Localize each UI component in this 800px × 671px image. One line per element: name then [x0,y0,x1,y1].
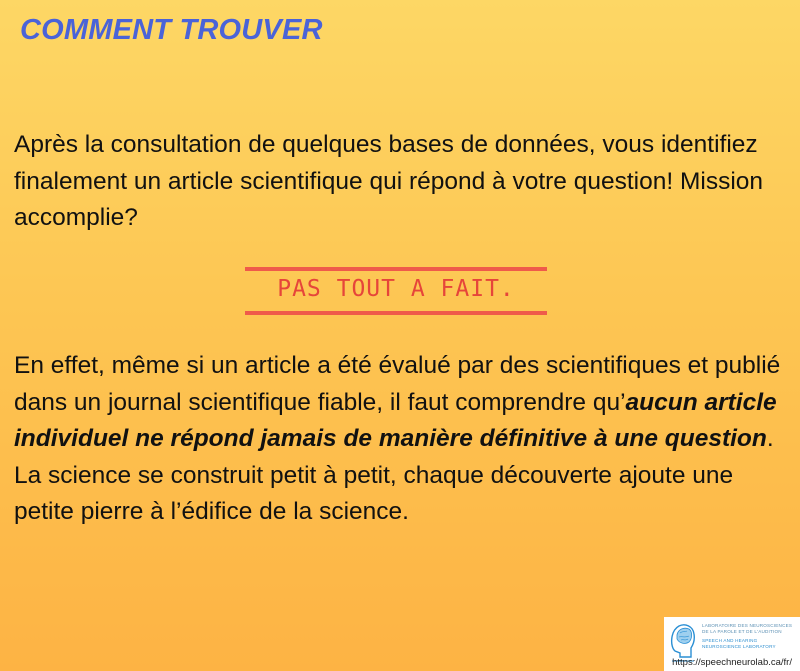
page-title: COMMENT TROUVER [20,14,323,46]
lab-logo [664,617,800,671]
intro-paragraph: Après la consultation de quelques bases de données, vous identifiez finalement un article scientifique qui répond à votre question! Mission accomplie? [14,131,764,231]
logo-line-2: DE LA PAROLE ET DE L'AUDITION [702,629,782,634]
explanation-paragraph [14,348,782,531]
callout-top-rule [245,267,547,271]
callout-text: PAS TOUT A FAIT. [277,276,515,302]
callout-banner [245,267,547,315]
callout-bottom-rule [245,311,547,315]
logo-line-4: NEUROSCIENCE LABORATORY [702,644,776,649]
logo-line-1: LABORATOIRE DES NEUROSCIENCES [702,623,793,628]
explanation-part-1: En effet, même si un article a été évalué par des scientifiques et publié dans un journal scientifique fiable, il faut comprendre qu’ [14,352,781,416]
lab-url: https://speechneurolab.ca/fr/ [672,657,792,668]
explanation-part-2: . La science se construit petit à petit, chaque découverte ajoute une petite pierre à l’édifice de la science. [14,425,774,525]
logo-line-3: SPEECH AND HEARING [702,638,758,643]
explanation-emphasis: aucun article individuel ne répond jamais de manière définitive à une question [14,388,777,452]
